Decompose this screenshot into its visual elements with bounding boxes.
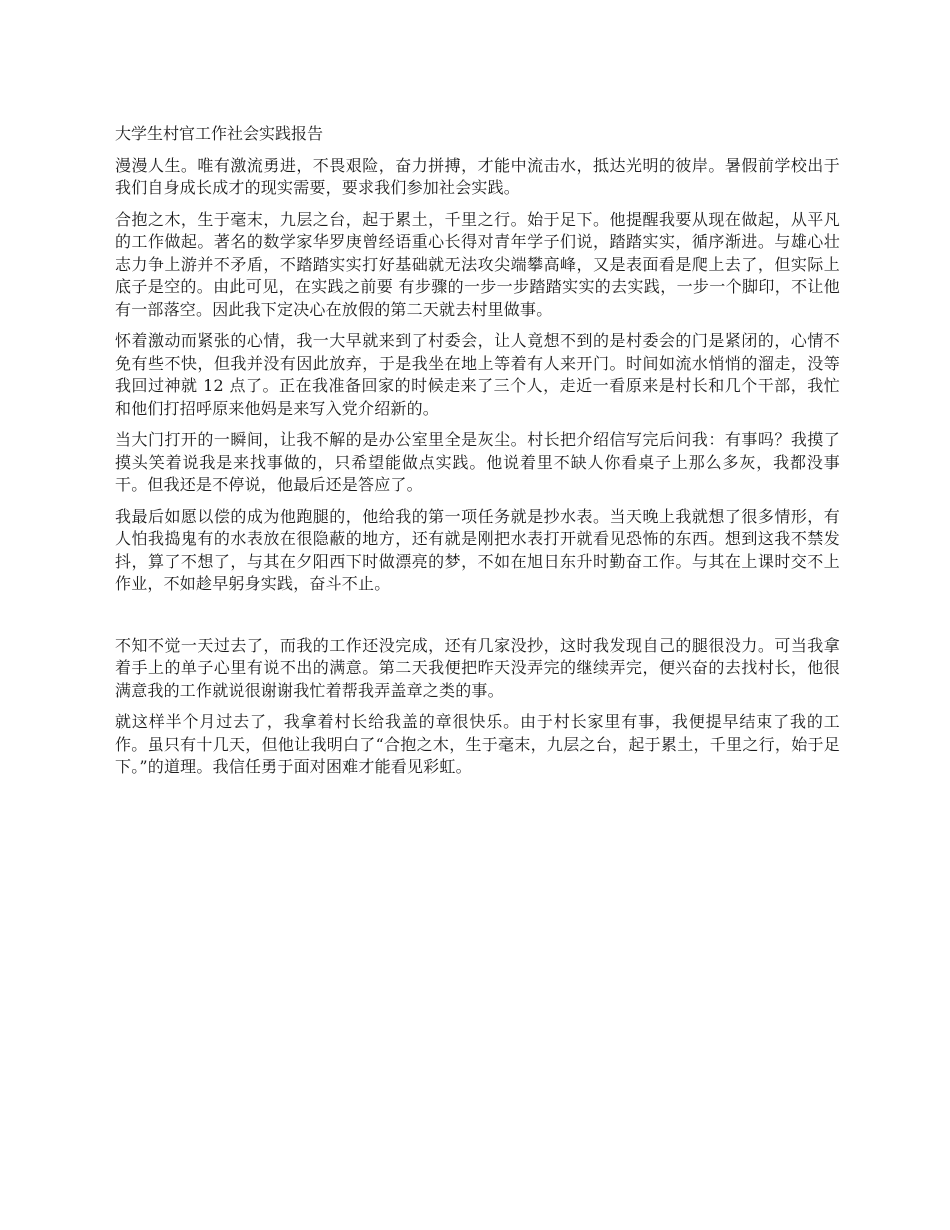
blank-gap [115,605,840,635]
document-title: 大学生村官工作社会实践报告 [115,124,324,143]
document-page [115,123,840,788]
paragraph-4: 当大门打开的一瞬间，让我不解的是办公室里全是灰尘。村长把介绍信写完后问我：有事吗？我摸了摸头笑着说我是来找事做的，只希望能做点实践。他说着里不缺人你看桌子上那么多灰，我都没事干。但我还是不停说，他最后还是答应了。 [115,430,840,494]
paragraph-7: 就这样半个月过去了，我拿着村长给我盖的章很快乐。由于村长家里有事，我便提早结束了我的工作。虽只有十几天，但他让我明白了“合抱之木，生于毫末，九层之台，起于累土，千里之行，始于足下。”的道理。我信任勇于面对困难才能看见彩虹。 [115,712,840,776]
paragraph-1: 漫漫人生。唯有激流勇进，不畏艰险，奋力拼搏，才能中流击水，抵达光明的彼岸。暑假前学校出于我们自身成长成才的现实需要，要求我们参加社会实践。 [115,155,840,197]
paragraph-2: 合抱之木，生于毫末，九层之台，起于累土，千里之行。始于足下。他提醒我要从现在做起，从平凡的工作做起。著名的数学家华罗庚曾经语重心长得对青年学子们说，踏踏实实，循序渐进。与雄心壮志力争上游并不矛盾，不踏踏实实打好基础就无法攻尖端攀高峰，又是表面看是爬上去了，但实际上底子是空的。由此可见，在实践之前要 有步骤的一步一步踏踏实实的去实践，一步一个脚印，不让他有一部落空。因此我下定决心在放假的第二天就去村里做事。 [115,209,840,319]
paragraph-6: 不知不觉一天过去了，而我的工作还没完成，还有几家没抄，这时我发现自己的腿很没力。可当我拿着手上的单子心里有说不出的满意。第二天我便把昨天没弄完的继续弄完，便兴奋的去找村长，他很满意我的工作就说很谢谢我忙着帮我弄盖章之类的事。 [115,635,840,700]
paragraph-5: 我最后如愿以偿的成为他跑腿的，他给我的第一项任务就是抄水表。当天晚上我就想了很多情形，有人怕我捣鬼有的水表放在很隐蔽的地方，还有就是刚把水表打开就看见恐怖的东西。想到这我不禁发抖，算了不想了，与其在夕阳西下时做漂亮的梦，不如在旭日东升时勤奋工作。与其在上课时交不上作业，不如趁早躬身实践，奋斗不止。 [115,506,840,593]
paragraph-3: 怀着激动而紧张的心情，我一大早就来到了村委会，让人竟想不到的是村委会的门是紧闭的，心情不免有些不快，但我并没有因此放弃，于是我坐在地上等着有人来开门。时间如流水悄悄的溜走，没等我回过神就 12 点了。正在我准备回家的时候走来了三个人，走近一看原来是村长和几个干部，我忙和他们打招呼原来他妈是来写入党介绍新的。 [115,331,840,418]
